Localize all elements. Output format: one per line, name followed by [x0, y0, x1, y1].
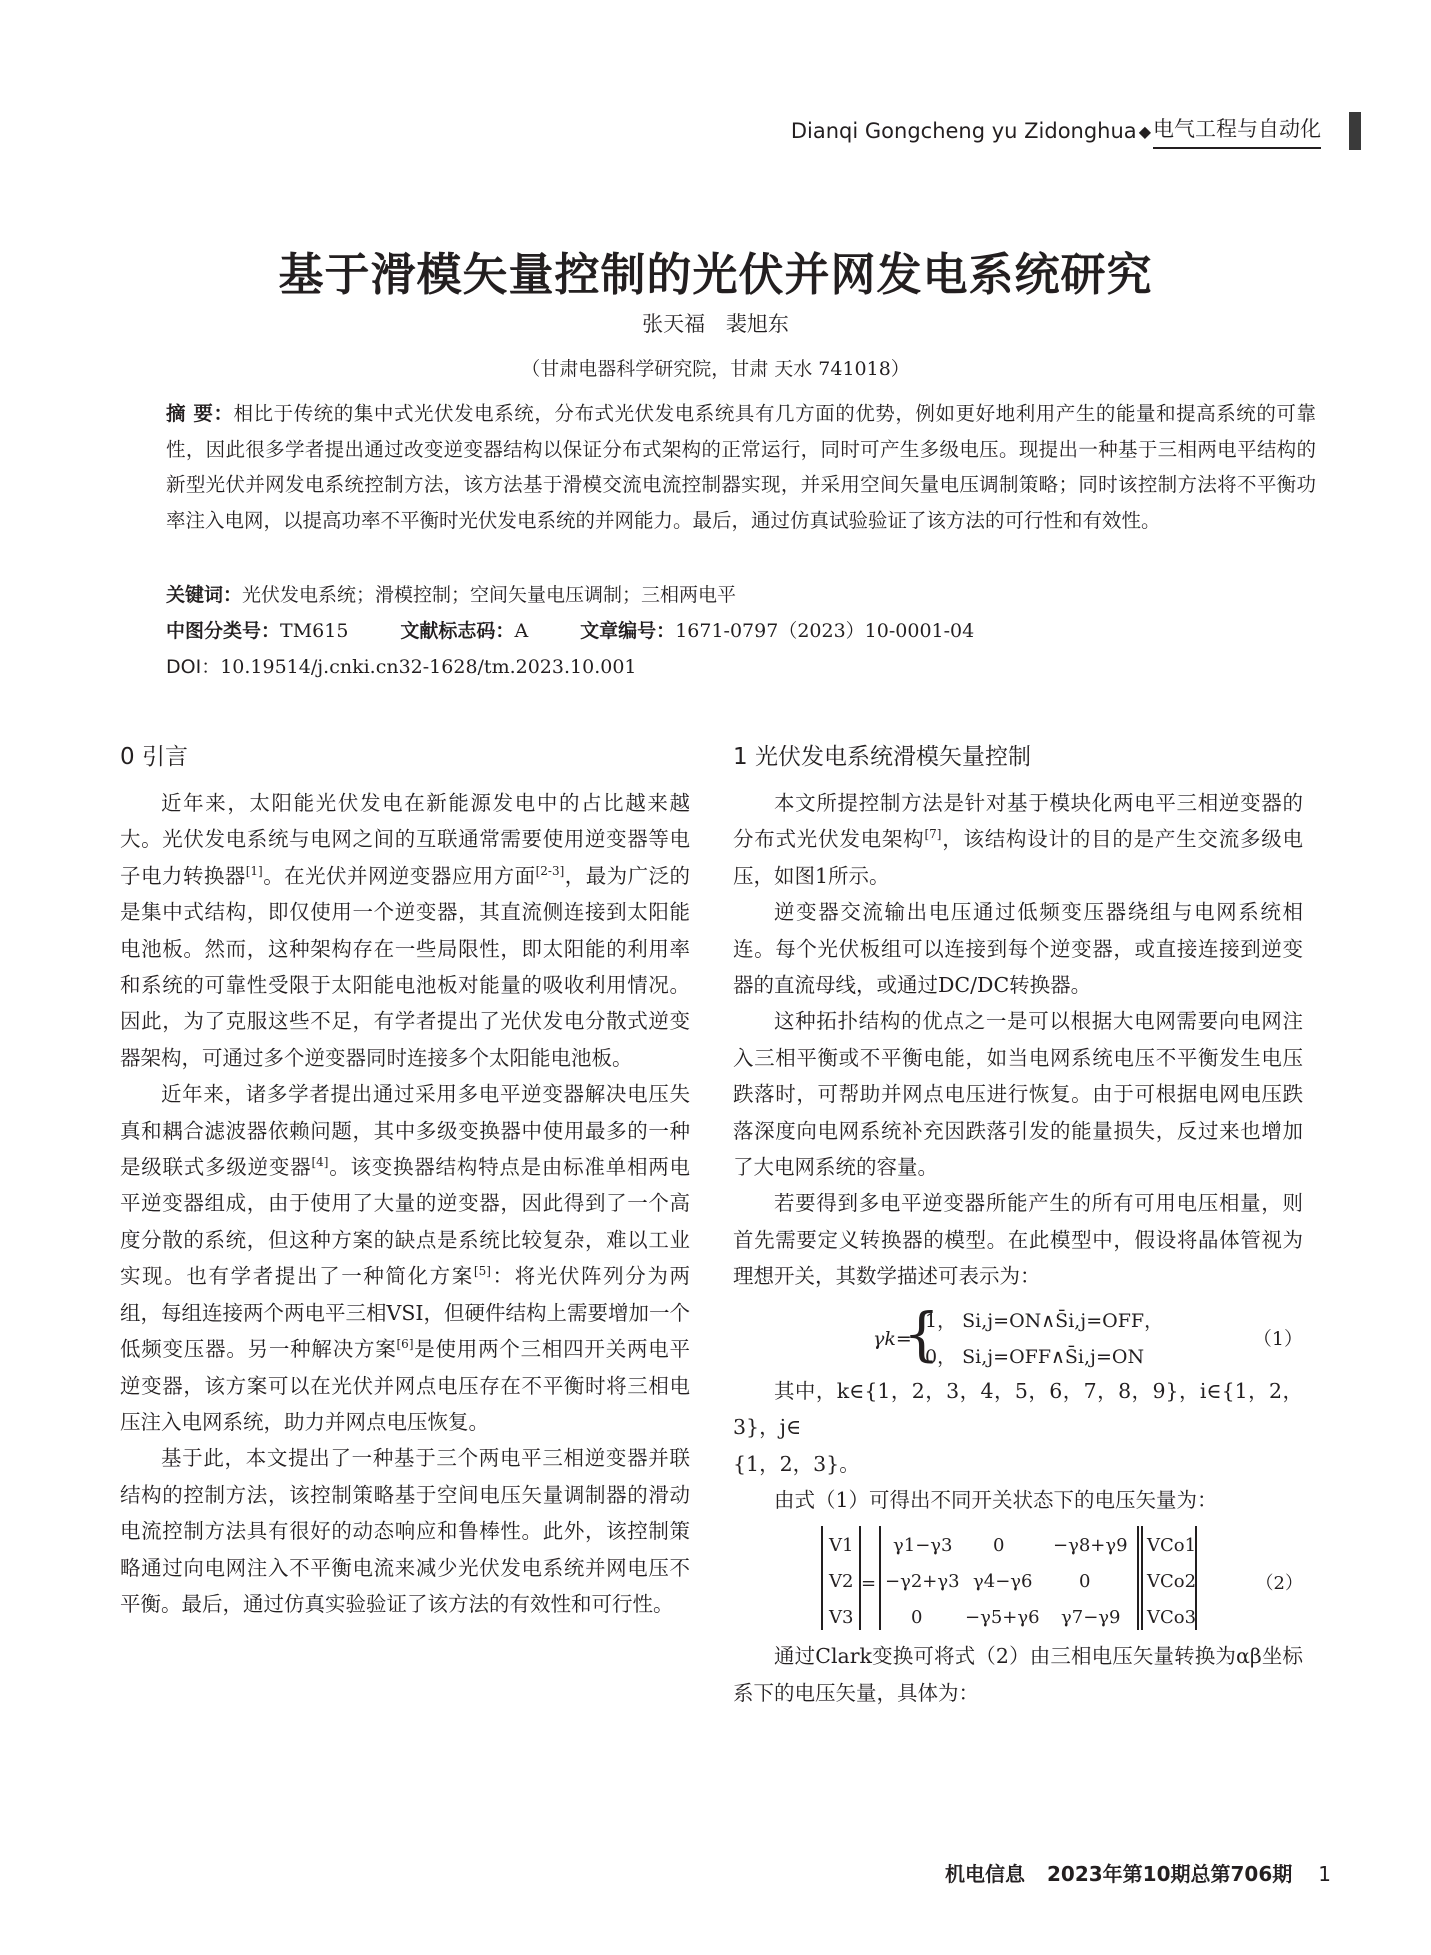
affiliation: （甘肃电器科学研究院，甘肃 天水 741018）: [521, 358, 910, 380]
paragraph: [733, 785, 1303, 894]
equation-lhs: γk=: [873, 1327, 912, 1350]
paragraph: 由式（1）可得出不同开关状态下的电压矢量为：: [774, 1487, 1218, 1512]
vector-vco: [1141, 1526, 1197, 1630]
article-number-label: 文章编号：: [580, 620, 676, 642]
paragraph: 逆变器交流输出电压通过低频变压器绕组与电网系统相连。每个光伏板组可以连接到每个逆变器，或直接连接到逆变器的直流母线，或通过DC/DC转换器。: [733, 900, 1303, 998]
matrix-entry: γ7−γ9: [1061, 1607, 1121, 1629]
text-span: ：将光伏阵列分为两组，每组连接两个两电平三相VSI，但硬件结构上需要增加一个低频变压器。另一种解决方案: [120, 1264, 691, 1362]
matrix-entry: VCo3: [1147, 1607, 1197, 1629]
equation-case-2: 0， Si,j=OFF∧S̄i,j=ON: [925, 1345, 1145, 1368]
classification-info: [166, 616, 974, 643]
abstract-label: 摘 要：: [166, 402, 234, 425]
vector-v: [821, 1526, 861, 1630]
equals-sign: =: [861, 1573, 877, 1595]
section-heading-control: 1 光伏发电系统滑模矢量控制: [733, 744, 1031, 770]
right-column: [733, 737, 1303, 1711]
citation: [5]: [473, 1264, 491, 1279]
text-span: ，最为广泛的是集中式结构，即仅使用一个逆变器，其直流侧连接到太阳能电池板。然而，这种架构存在一些局限性，即太阳能的利用率和系统的可靠性受限于太阳能电池板对能量的吸收利用情况。因此，为了克服这些不足，有学者提出了光伏发电分散式逆变器架构，可通过多个逆变器同时连接多个太阳能电池板。: [120, 863, 691, 1070]
text-span: 近年来，诸多学者提出通过采用多电平逆变器解决电压失真和耦合滤波器依赖问题，其中多级变换器中使用最多的一种是级联式多级逆变器: [120, 1082, 690, 1180]
switching-matrix: [879, 1526, 1139, 1630]
text-span: 。该变换器结构特点是由标准单相两电平逆变器组成，由于使用了大量的逆变器，因此得到了一个高度分散的系统，但这种方案的缺点是系统比较复杂，难以工业实现。也有学者提出了一种简化方案: [120, 1155, 691, 1289]
text-span: 近年来，太阳能光伏发电在新能源发电中的占比越来越大。光伏发电系统与电网之间的互联通常需要使用逆变器等电子电力转换器: [120, 791, 690, 888]
abstract: [166, 396, 1316, 538]
equation-case-1: 1， Si,j=ON∧S̄i,j=OFF，: [925, 1309, 1164, 1332]
citation: [2-3]: [535, 863, 565, 878]
matrix-entry: −γ5+γ6: [965, 1607, 1040, 1629]
matrix-entry: VCo2: [1147, 1571, 1197, 1593]
footer-journal: 机电信息: [945, 1862, 1026, 1886]
citation: [4]: [311, 1155, 329, 1170]
matrix-entry: V2: [829, 1571, 854, 1593]
doi: [166, 652, 637, 679]
article-number-value: 1671-0797（2023）10-0001-04: [675, 620, 975, 642]
text-span: 其中，k∈{1，2，3，4，5，6，7，8，9}，i∈{1，2，3}，j∈: [733, 1378, 1303, 1440]
text-span: 。在光伏并网逆变器应用方面: [262, 863, 536, 888]
matrix-entry: V1: [829, 1535, 854, 1557]
text-span: 是使用两个三相四开关两电平逆变器，该方案可以在光伏并网点电压存在不平衡时将三相电压注入电网系统，助力并网点电压恢复。: [120, 1337, 690, 1434]
paragraph: [120, 1076, 690, 1440]
equation-number: （1）: [1252, 1327, 1303, 1350]
matrix-entry: −γ2+γ3: [885, 1571, 960, 1593]
doc-code-value: A: [514, 620, 529, 642]
equation-2: [733, 1526, 1303, 1634]
matrix-entry: 0: [911, 1607, 923, 1629]
equation-1: [733, 1301, 1303, 1367]
page-number: 1: [1318, 1862, 1331, 1886]
diamond-icon: ◆: [1138, 121, 1151, 141]
paragraph: [120, 785, 690, 1076]
running-header: [791, 113, 1321, 149]
authors: 张天福 裴旭东: [642, 312, 789, 336]
matrix-entry: V3: [829, 1607, 854, 1629]
matrix-entry: 0: [993, 1535, 1005, 1557]
section-heading-intro: 0 引言: [120, 744, 188, 770]
paragraph-continuation: {1，2，3}。: [733, 1451, 860, 1476]
journal-pinyin: Dianqi Gongcheng yu Zidonghua: [790, 119, 1137, 143]
clc-value: TM615: [280, 620, 349, 642]
header-bar-mark: [1349, 112, 1361, 150]
matrix-entry: γ1−γ3: [893, 1535, 953, 1557]
keywords: [166, 580, 736, 607]
paragraph: 通过Clark变换可将式（2）由三相电压矢量转换为αβ坐标系下的电压矢量，具体为：: [733, 1644, 1303, 1705]
abstract-text: 相比于传统的集中式光伏发电系统，分布式光伏发电系统具有几方面的优势，例如更好地利用产生的能量和提高系统的可靠性，因此很多学者提出通过改变逆变器结构以保证分布式架构的正常运行，同时可产生多级电压。现提出一种基于三相两电平结构的新型光伏并网发电系统控制方法，该方法基于滑模交流电流控制器实现，并采用空间矢量电压调制策略；同时该控制方法将不平衡功率注入电网，以提高功率不平衡时光伏发电系统的并网能力。最后，通过仿真试验验证了该方法的可行性和有效性。: [166, 402, 1316, 532]
equation-number: （2）: [1255, 1573, 1303, 1595]
left-column: [120, 737, 690, 1622]
doc-code-label: 文献标志码：: [400, 620, 515, 642]
paragraph: [733, 1373, 1303, 1446]
paragraph: 若要得到多电平逆变器所能产生的所有可用电压相量，则首先需要定义转换器的模型。在此模型中，假设将晶体管视为理想开关，其数学描述可表示为：: [733, 1191, 1303, 1289]
text-span: ，该结构设计的目的是产生交流多级电压，如图1所示。: [733, 827, 1304, 888]
matrix-entry: 0: [1079, 1571, 1091, 1593]
matrix-entry: VCo1: [1147, 1535, 1197, 1557]
paragraph: 基于此，本文提出了一种基于三个两电平三相逆变器并联结构的控制方法，该控制策略基于空间电压矢量调制器的滑动电流控制方法具有很好的动态响应和鲁棒性。此外，该控制策略通过向电网注入不平衡电流来减少光伏发电系统并网电压不平衡。最后，通过仿真实验验证了该方法的有效性和可行性。: [120, 1446, 690, 1616]
citation: [1]: [245, 863, 263, 878]
text-span: 本文所提控制方法是针对基于模块化两电平三相逆变器的分布式光伏发电架构: [733, 791, 1303, 852]
paragraph: 这种拓扑结构的优点之一是可以根据大电网需要向电网注入三相平衡或不平衡电能，如当电网系统电压不平衡发生电压跌落时，可帮助并网点电压进行恢复。由于可根据电网电压跌落深度向电网系统补充因跌落引发的能量损失，反过来也增加了大电网系统的容量。: [733, 1009, 1303, 1180]
page-footer: [945, 1858, 1331, 1887]
matrix-entry: −γ8+γ9: [1053, 1535, 1128, 1557]
keywords-label: 关键词：: [166, 584, 243, 606]
doi-label: DOI：: [166, 656, 221, 678]
doi-value: 10.19514/j.cnki.cn32-1628/tm.2023.10.001: [220, 656, 637, 678]
journal-name-cn: 电气工程与自动化: [1153, 113, 1321, 149]
brace-symbol: {: [903, 1299, 940, 1368]
citation: [7]: [924, 827, 942, 842]
keywords-text: 光伏发电系统；滑模控制；空间矢量电压调制；三相两电平: [242, 584, 737, 606]
paper-title: 基于滑模矢量控制的光伏并网发电系统研究: [278, 248, 1153, 301]
clc-label: 中图分类号：: [166, 620, 281, 642]
citation: [6]: [396, 1337, 414, 1352]
matrix-entry: γ4−γ6: [973, 1571, 1033, 1593]
footer-issue: 2023年第10期总第706期: [1047, 1862, 1293, 1886]
